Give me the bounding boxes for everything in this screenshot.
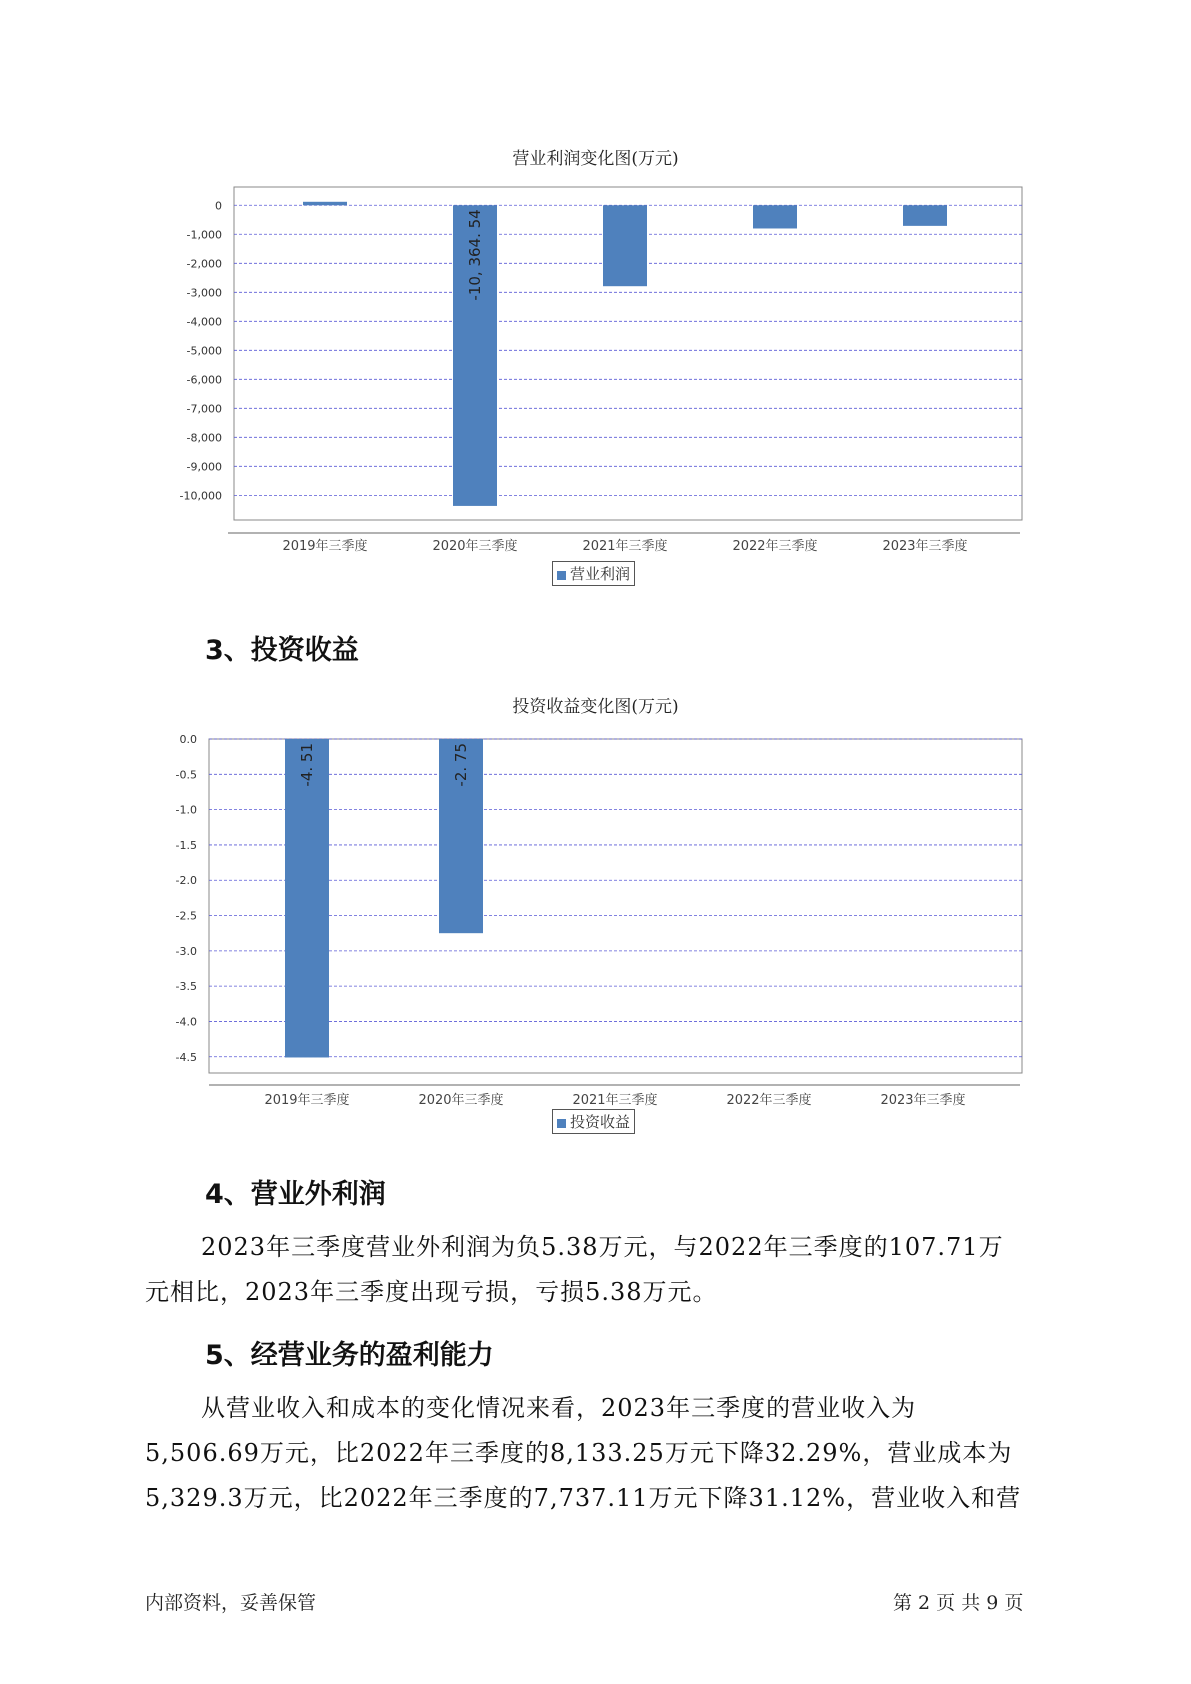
text-line: 2023年三季度营业外利润为负5.38万元，与2022年三季度的107.71万: [201, 1233, 1004, 1261]
text-line: 5,506.69万元，比2022年三季度的8,133.25万元下降32.29%，营业成本为: [145, 1439, 1013, 1467]
y-tick-label: -1.5: [175, 838, 197, 852]
x-tick-label: 2021年三季度: [582, 539, 668, 554]
chart1-title: 营业利润变化图(万元): [512, 149, 679, 169]
y-tick-label: -6,000: [186, 373, 222, 387]
x-tick-label: 2022年三季度: [732, 539, 818, 554]
profitability-paragraph: [145, 1386, 1050, 1521]
chart2-legend-label: 投资收益: [570, 1113, 631, 1131]
y-tick-label: -8,000: [186, 431, 222, 445]
y-tick-label: -9,000: [186, 460, 222, 474]
footer-confidential: 内部资料，妥善保管: [145, 1592, 317, 1614]
y-tick-label: -3.5: [175, 980, 197, 994]
y-tick-label: 0.0: [179, 733, 197, 746]
chart2-title: 投资收益变化图(万元): [512, 697, 679, 717]
x-tick-label: 2023年三季度: [880, 1093, 966, 1108]
text-line: 5,329.3万元，比2022年三季度的7,737.11万元下降31.12%，营业收入和营: [145, 1484, 1022, 1512]
y-tick-label: 0: [215, 199, 222, 213]
y-tick-label: -5,000: [186, 344, 222, 358]
section-heading-profitability: 5、经营业务的盈利能力: [205, 1340, 494, 1371]
x-tick-label: 2019年三季度: [282, 539, 368, 554]
y-tick-label: -2.5: [175, 909, 197, 923]
y-tick-label: -3,000: [186, 286, 222, 300]
y-tick-label: -1,000: [186, 228, 222, 242]
y-tick-label: -2.0: [175, 874, 197, 888]
y-tick-label: -7,000: [186, 402, 222, 416]
chart2-legend: [552, 1109, 635, 1134]
y-tick-label: -2,000: [186, 257, 222, 271]
y-tick-label: -4.0: [175, 1015, 197, 1029]
y-tick-label: -4,000: [186, 315, 222, 329]
x-tick-label: 2020年三季度: [418, 1093, 504, 1108]
text-line: 从营业收入和成本的变化情况来看，2023年三季度的营业收入为: [201, 1394, 917, 1422]
bar-value-label: -2. 75: [452, 743, 470, 787]
chart1-legend-label: 营业利润: [570, 565, 631, 583]
x-tick-label: 2021年三季度: [572, 1093, 658, 1108]
y-tick-label: -10,000: [179, 489, 222, 503]
y-tick-label: -4.5: [175, 1050, 197, 1064]
plot-area: [209, 739, 1022, 1073]
text-line: 元相比，2023年三季度出现亏损，亏损5.38万元。: [145, 1278, 718, 1306]
non-operating-paragraph: [145, 1225, 1050, 1315]
y-tick-label: -1.0: [175, 803, 197, 817]
bar-value-label: -10, 364. 54: [466, 209, 484, 301]
section-heading-investment: 3、投资收益: [205, 635, 359, 666]
legend-swatch: [557, 1119, 566, 1128]
footer-page-number: 第 2 页 共 9 页: [893, 1592, 1024, 1614]
x-tick-label: 2022年三季度: [726, 1093, 812, 1108]
y-tick-label: -0.5: [175, 768, 197, 782]
bar-value-label: -4. 51: [298, 743, 316, 787]
x-tick-label: 2023年三季度: [882, 539, 968, 554]
x-tick-label: 2020年三季度: [432, 539, 518, 554]
section-heading-non-operating: 4、营业外利润: [205, 1179, 386, 1210]
x-tick-label: 2019年三季度: [264, 1093, 350, 1108]
y-tick-label: -3.0: [175, 944, 197, 958]
